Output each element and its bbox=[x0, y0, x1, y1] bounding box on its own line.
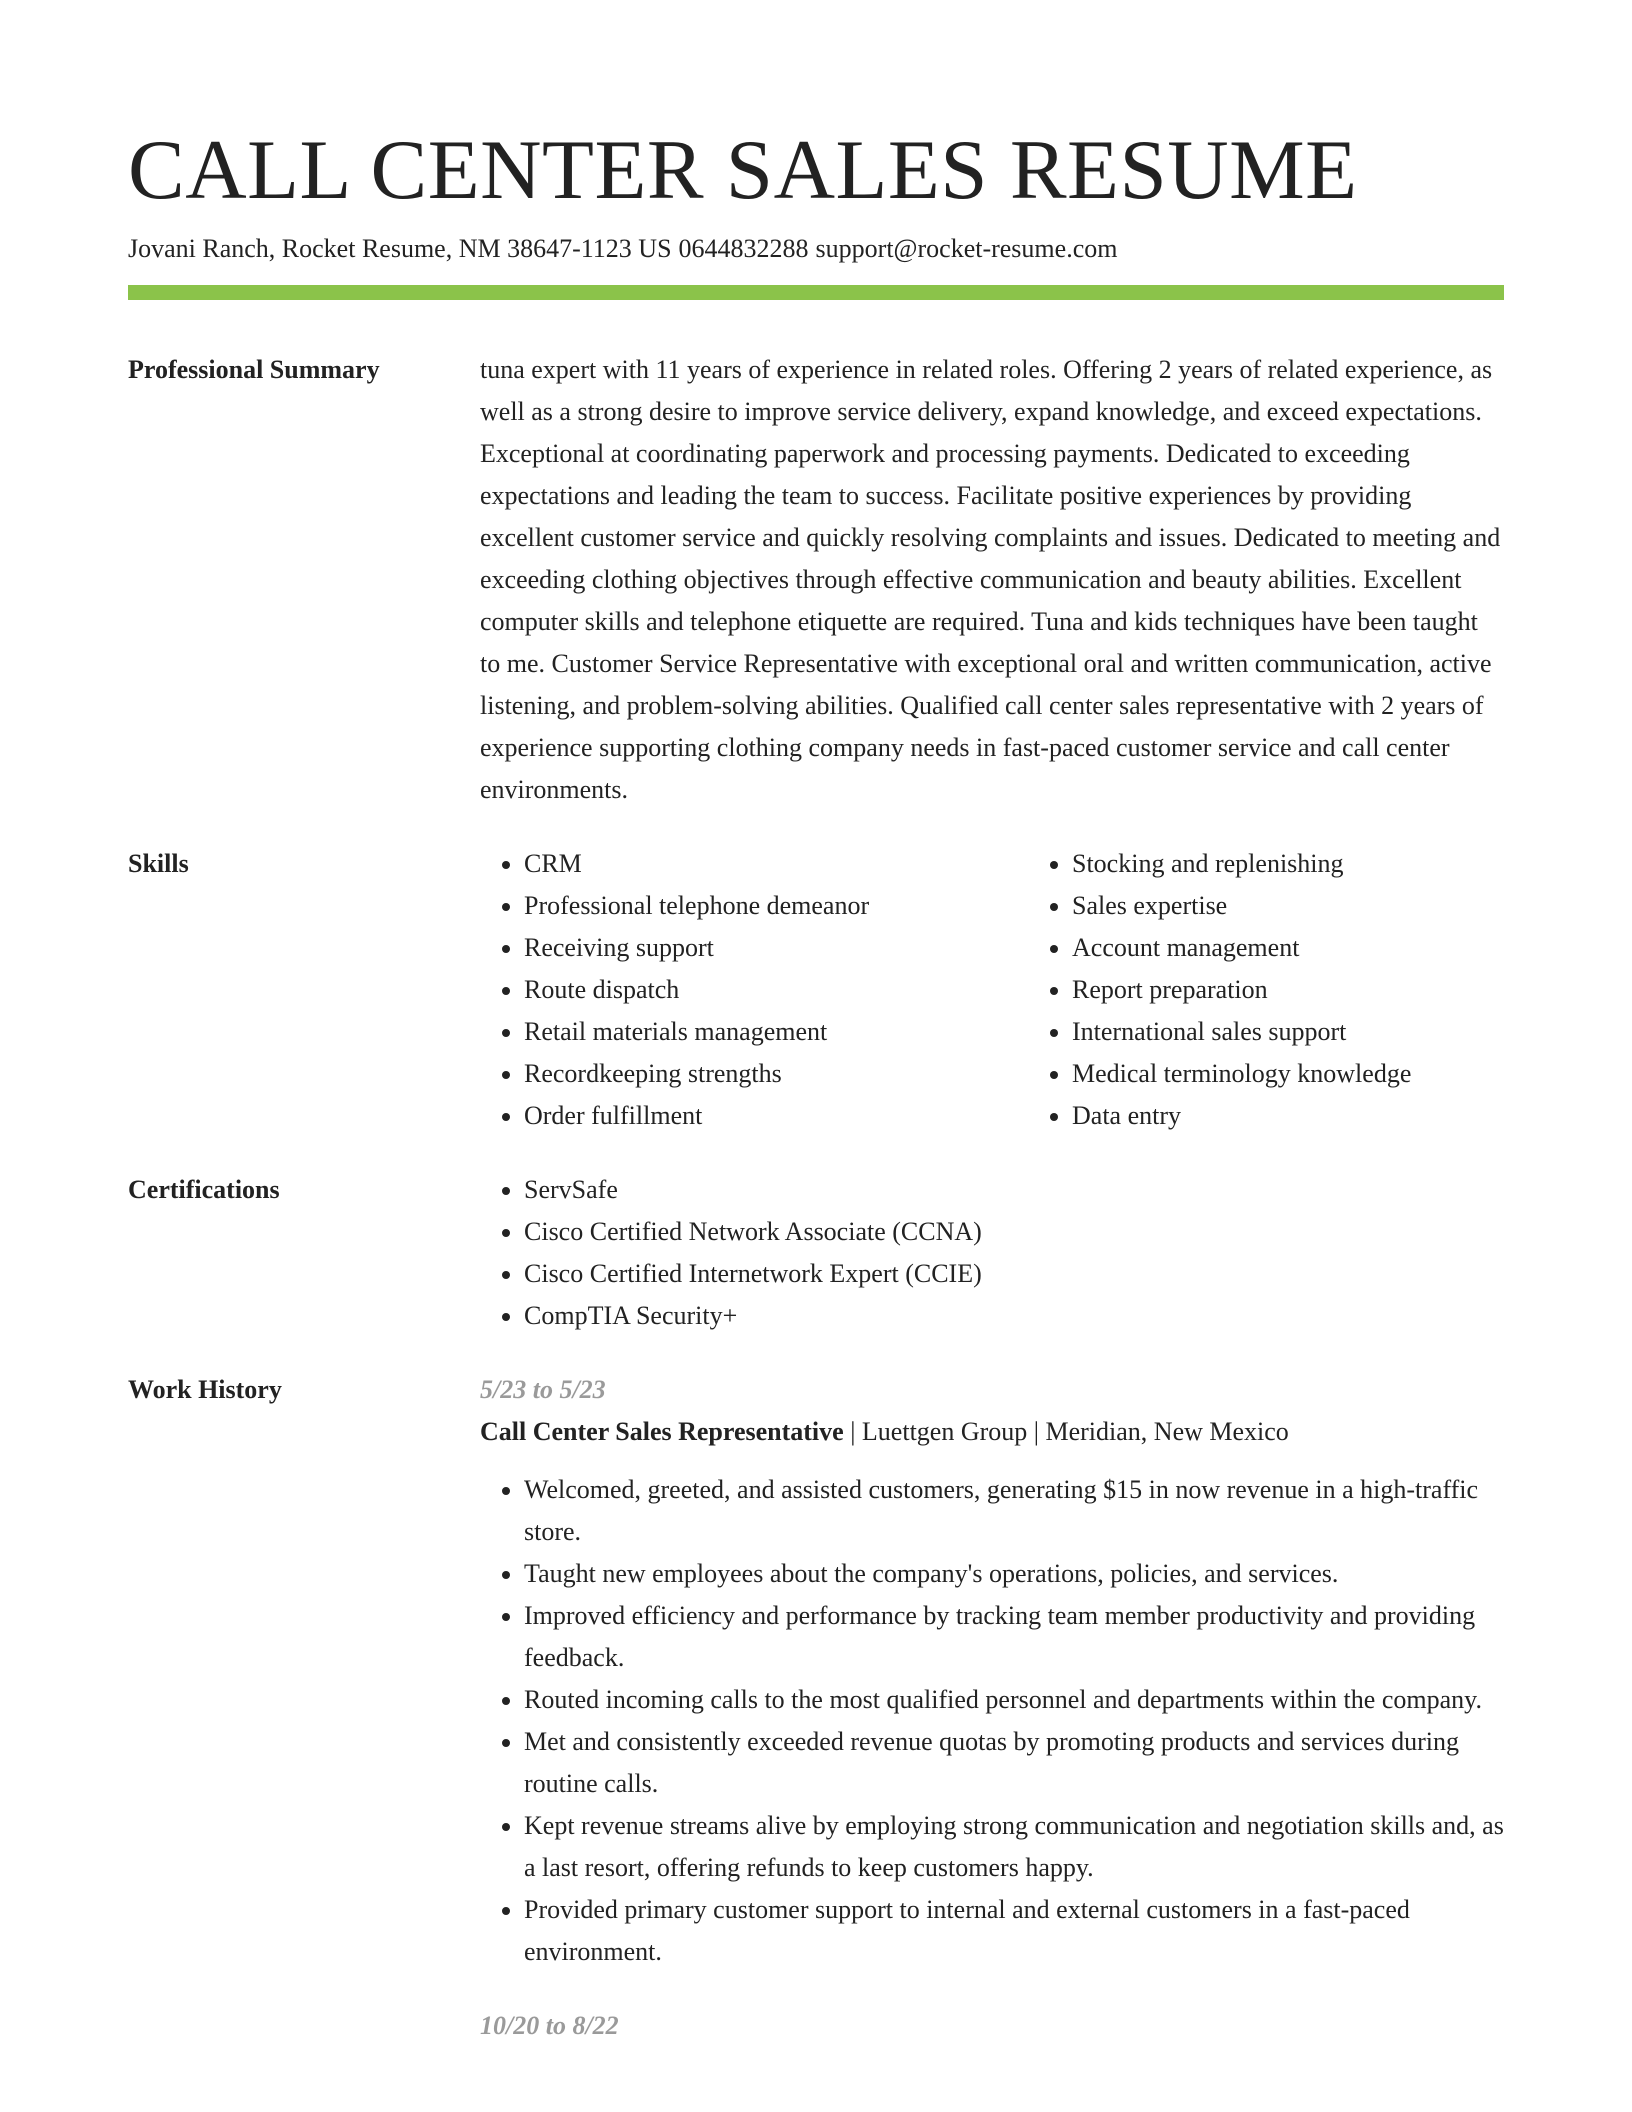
resume-page bbox=[128, 120, 1504, 2047]
job-title: Call Center Sales Representative bbox=[480, 1417, 844, 1446]
work-history-body bbox=[480, 1369, 1504, 2047]
skill-item: • Stocking and replenishing bbox=[1072, 843, 1576, 885]
certification-item: • CompTIA Security+ bbox=[524, 1295, 1504, 1337]
skill-item: • Account management bbox=[1072, 927, 1576, 969]
skills-section bbox=[128, 843, 1504, 1137]
certifications-list bbox=[480, 1169, 1504, 1337]
skill-item: • Professional telephone demeanor bbox=[524, 885, 1028, 927]
summary-text: tuna expert with 11 years of experience in related roles. Offering 2 years of related experience, as well as a strong desire to improve service delivery, expand knowledge, and exceed expectations. Exceptional at coordinating paperwork and processing payments. Dedicated to exceeding expectations and leading the team to success. Facilitate positive experiences by providing excellent customer service and quickly resolving complaints and issues. Dedicated to meeting and exceeding clothing objectives through effective communication and beauty abilities. Excellent computer skills and telephone etiquette are required. Tuna and kids techniques have been taught to me. Customer Service Representative with exceptional oral and written communication, active listening, and problem-solving abilities. Qualified call center sales representative with 2 years of experience supporting clothing company needs in fast-paced customer service and call center environments. bbox=[480, 355, 1501, 804]
skill-item: • Report preparation bbox=[1072, 969, 1576, 1011]
job-duty-item: • Met and consistently exceeded revenue quotas by promoting products and services during routine calls. bbox=[524, 1721, 1504, 1805]
skill-item: • Data entry bbox=[1072, 1095, 1576, 1137]
skill-item: • Sales expertise bbox=[1072, 885, 1576, 927]
skill-item: • Receiving support bbox=[524, 927, 1028, 969]
skill-item: • Medical terminology knowledge bbox=[1072, 1053, 1576, 1095]
job-separator: | bbox=[850, 1417, 862, 1446]
job-separator: | bbox=[1033, 1417, 1046, 1446]
job-dates: 10/20 to 8/22 bbox=[480, 2011, 619, 2040]
skill-item: • Recordkeeping strengths bbox=[524, 1053, 1028, 1095]
job-duty-item: • Taught new employees about the company's operations, policies, and services. bbox=[524, 1553, 1504, 1595]
job-duty-item: • Improved efficiency and performance by tracking team member productivity and providing feedback. bbox=[524, 1595, 1504, 1679]
job-heading bbox=[480, 1411, 1504, 1453]
skills-list-right bbox=[1028, 843, 1576, 1137]
skill-item: • CRM bbox=[524, 843, 1028, 885]
skill-item: • Retail materials management bbox=[524, 1011, 1028, 1053]
skills-grid bbox=[480, 843, 1576, 1137]
contact-phone: 0644832288 bbox=[678, 234, 809, 263]
job-duties-list bbox=[480, 1469, 1504, 1973]
certification-item: • ServSafe bbox=[524, 1169, 1504, 1211]
section-label-skills: Skills bbox=[128, 849, 189, 878]
summary-body bbox=[480, 349, 1504, 811]
professional-summary-section bbox=[128, 349, 1504, 811]
skill-item: • International sales support bbox=[1072, 1011, 1576, 1053]
job-duty-item: • Provided primary customer support to internal and external customers in a fast-paced environment. bbox=[524, 1889, 1504, 1973]
certifications-section bbox=[128, 1169, 1504, 1337]
job-location: Meridian, New Mexico bbox=[1045, 1417, 1289, 1446]
skill-item: • Route dispatch bbox=[524, 969, 1028, 1011]
job-entry bbox=[480, 2005, 1504, 2047]
skills-list-left bbox=[480, 843, 1028, 1137]
contact-address: Jovani Ranch, Rocket Resume, NM 38647-1123 US bbox=[128, 234, 672, 263]
certifications-body bbox=[480, 1169, 1504, 1337]
accent-divider bbox=[128, 285, 1504, 300]
job-duty-item: • Kept revenue streams alive by employing strong communication and negotiation skills and, as a last resort, offering refunds to keep customers happy. bbox=[524, 1805, 1504, 1889]
contact-email: support@rocket-resume.com bbox=[815, 234, 1118, 263]
resume-title: CALL CENTER SALES RESUME bbox=[128, 123, 1358, 217]
section-label-work-history: Work History bbox=[128, 1375, 282, 1404]
job-company: Luettgen Group bbox=[861, 1417, 1028, 1446]
job-duty-item: • Welcomed, greeted, and assisted customers, generating $15 in now revenue in a high-traffic store. bbox=[524, 1469, 1504, 1553]
work-history-section bbox=[128, 1369, 1504, 2047]
section-label-certifications: Certifications bbox=[128, 1175, 280, 1204]
certification-item: • Cisco Certified Internetwork Expert (CCIE) bbox=[524, 1253, 1504, 1295]
job-entry bbox=[480, 1369, 1504, 1973]
skill-item: • Order fulfillment bbox=[524, 1095, 1028, 1137]
job-dates: 5/23 to 5/23 bbox=[480, 1375, 606, 1404]
contact-line bbox=[128, 232, 1504, 266]
job-duty-item: • Routed incoming calls to the most qualified personnel and departments within the company. bbox=[524, 1679, 1504, 1721]
section-label-summary: Professional Summary bbox=[128, 355, 380, 384]
certification-item: • Cisco Certified Network Associate (CCNA) bbox=[524, 1211, 1504, 1253]
